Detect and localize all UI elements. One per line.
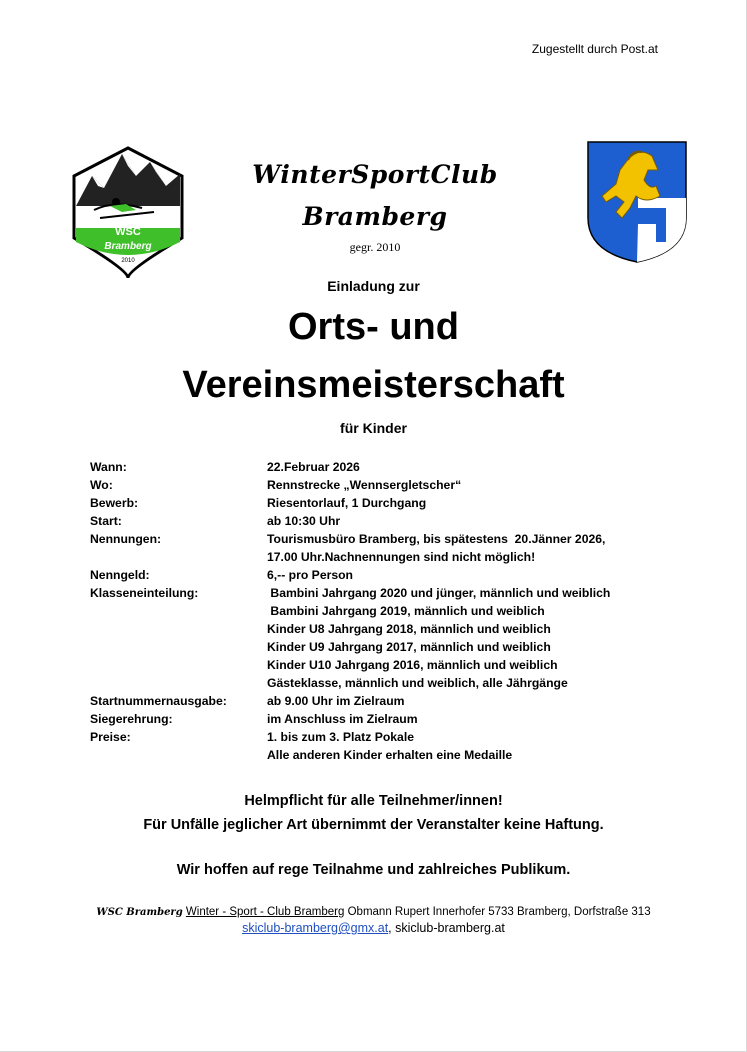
detail-row <box>90 728 690 764</box>
detail-row <box>90 530 690 566</box>
website-text: , skiclub-bramberg.at <box>388 921 505 935</box>
footer-links <box>0 921 747 935</box>
footer-club-name: Winter - Sport - Club Bramberg <box>185 906 345 918</box>
detail-value-line: im Anschluss im Zielraum <box>267 712 418 726</box>
detail-value-line: ab 10:30 Uhr <box>267 514 341 528</box>
coat-of-arms <box>586 140 688 264</box>
detail-value-line: Rennstrecke „Wennsergletscher“ <box>267 478 462 492</box>
detail-label: Bewerb: <box>90 496 139 510</box>
detail-value <box>267 458 690 476</box>
detail-value <box>267 512 690 530</box>
footer-contact: Obmann Rupert Innerhofer 5733 Bramberg, Dorfstraße 313 <box>344 906 651 918</box>
club-name-line2: Bramberg <box>302 202 448 231</box>
detail-value-line: Tourismusbüro Bramberg, bis spätestens 20.Jänner 2026, <box>267 532 606 546</box>
detail-value-line: ab 9.00 Uhr im Zielraum <box>267 694 405 708</box>
headline-line2: Vereinsmeisterschaft <box>182 364 565 406</box>
invite-text: Einladung zur <box>327 278 420 294</box>
detail-value-line: Kinder U8 Jahrgang 2018, männlich und weiblich <box>267 622 551 636</box>
badge-name: Bramberg <box>104 241 152 252</box>
detail-row <box>90 692 690 710</box>
wsc-logo <box>70 146 186 280</box>
detail-value <box>267 494 690 512</box>
detail-label: Siegerehrung: <box>90 712 173 726</box>
detail-value-line: Bambini Jahrgang 2019, männlich und weiblich <box>267 604 545 618</box>
detail-row <box>90 476 690 494</box>
badge-text: WSC <box>115 226 141 238</box>
detail-label: Wo: <box>90 478 113 492</box>
subtitle: für Kinder <box>340 420 407 436</box>
detail-value-line: 17.00 Uhr.Nachnennungen sind nicht möglich! <box>267 550 536 564</box>
detail-label: Nenngeld: <box>90 568 150 582</box>
detail-row <box>90 458 690 476</box>
detail-value-line: Riesentorlauf, 1 Durchgang <box>267 496 427 510</box>
detail-value-line: Alle anderen Kinder erhalten eine Medaille <box>267 748 513 762</box>
posted-note: Zugestellt durch Post.at <box>531 42 658 56</box>
club-name-line1: WinterSportClub <box>252 160 498 189</box>
helmet-notice: Helmpflicht für alle Teilnehmer/innen! <box>244 793 503 809</box>
detail-row <box>90 584 690 692</box>
detail-value <box>267 584 690 692</box>
detail-value-line: 22.Februar 2026 <box>267 460 360 474</box>
event-details <box>90 458 690 764</box>
footer-line <box>0 906 747 918</box>
detail-value-line: 1. bis zum 3. Platz Pokale <box>267 730 414 744</box>
detail-label: Start: <box>90 514 122 528</box>
detail-value <box>267 530 690 566</box>
detail-label: Startnummernausgabe: <box>90 694 227 708</box>
detail-value <box>267 728 690 764</box>
detail-row <box>90 512 690 530</box>
detail-value-line: Gästeklasse, männlich und weiblich, alle Jährgänge <box>267 676 568 690</box>
footer-brand: WSC Bramberg <box>96 907 183 918</box>
detail-value <box>267 566 690 584</box>
detail-label: Wann: <box>90 460 127 474</box>
founded-year: gegr. 2010 <box>349 240 401 254</box>
detail-row <box>90 494 690 512</box>
detail-value-line: Bambini Jahrgang 2020 und jünger, männlich und weiblich <box>267 586 611 600</box>
detail-row <box>90 710 690 728</box>
liability-notice: Für Unfälle jeglicher Art übernimmt der Veranstalter keine Haftung. <box>143 817 604 833</box>
detail-value-line: 6,-- pro Person <box>267 568 354 582</box>
detail-value <box>267 476 690 494</box>
email-link[interactable]: skiclub-bramberg@gmx.at <box>242 921 389 935</box>
detail-label: Preise: <box>90 730 131 744</box>
detail-label: Klasseneinteilung: <box>90 586 199 600</box>
detail-value <box>267 692 690 710</box>
detail-value-line: Kinder U9 Jahrgang 2017, männlich und weiblich <box>267 640 551 654</box>
detail-value-line: Kinder U10 Jahrgang 2016, männlich und weiblich <box>267 658 558 672</box>
headline-line1: Orts- und <box>288 306 459 348</box>
detail-row <box>90 566 690 584</box>
closing-notice: Wir hoffen auf rege Teilnahme und zahlreiches Publikum. <box>176 862 571 878</box>
detail-label: Nennungen: <box>90 532 162 546</box>
detail-value <box>267 710 690 728</box>
badge-year: 2010 <box>121 258 135 264</box>
